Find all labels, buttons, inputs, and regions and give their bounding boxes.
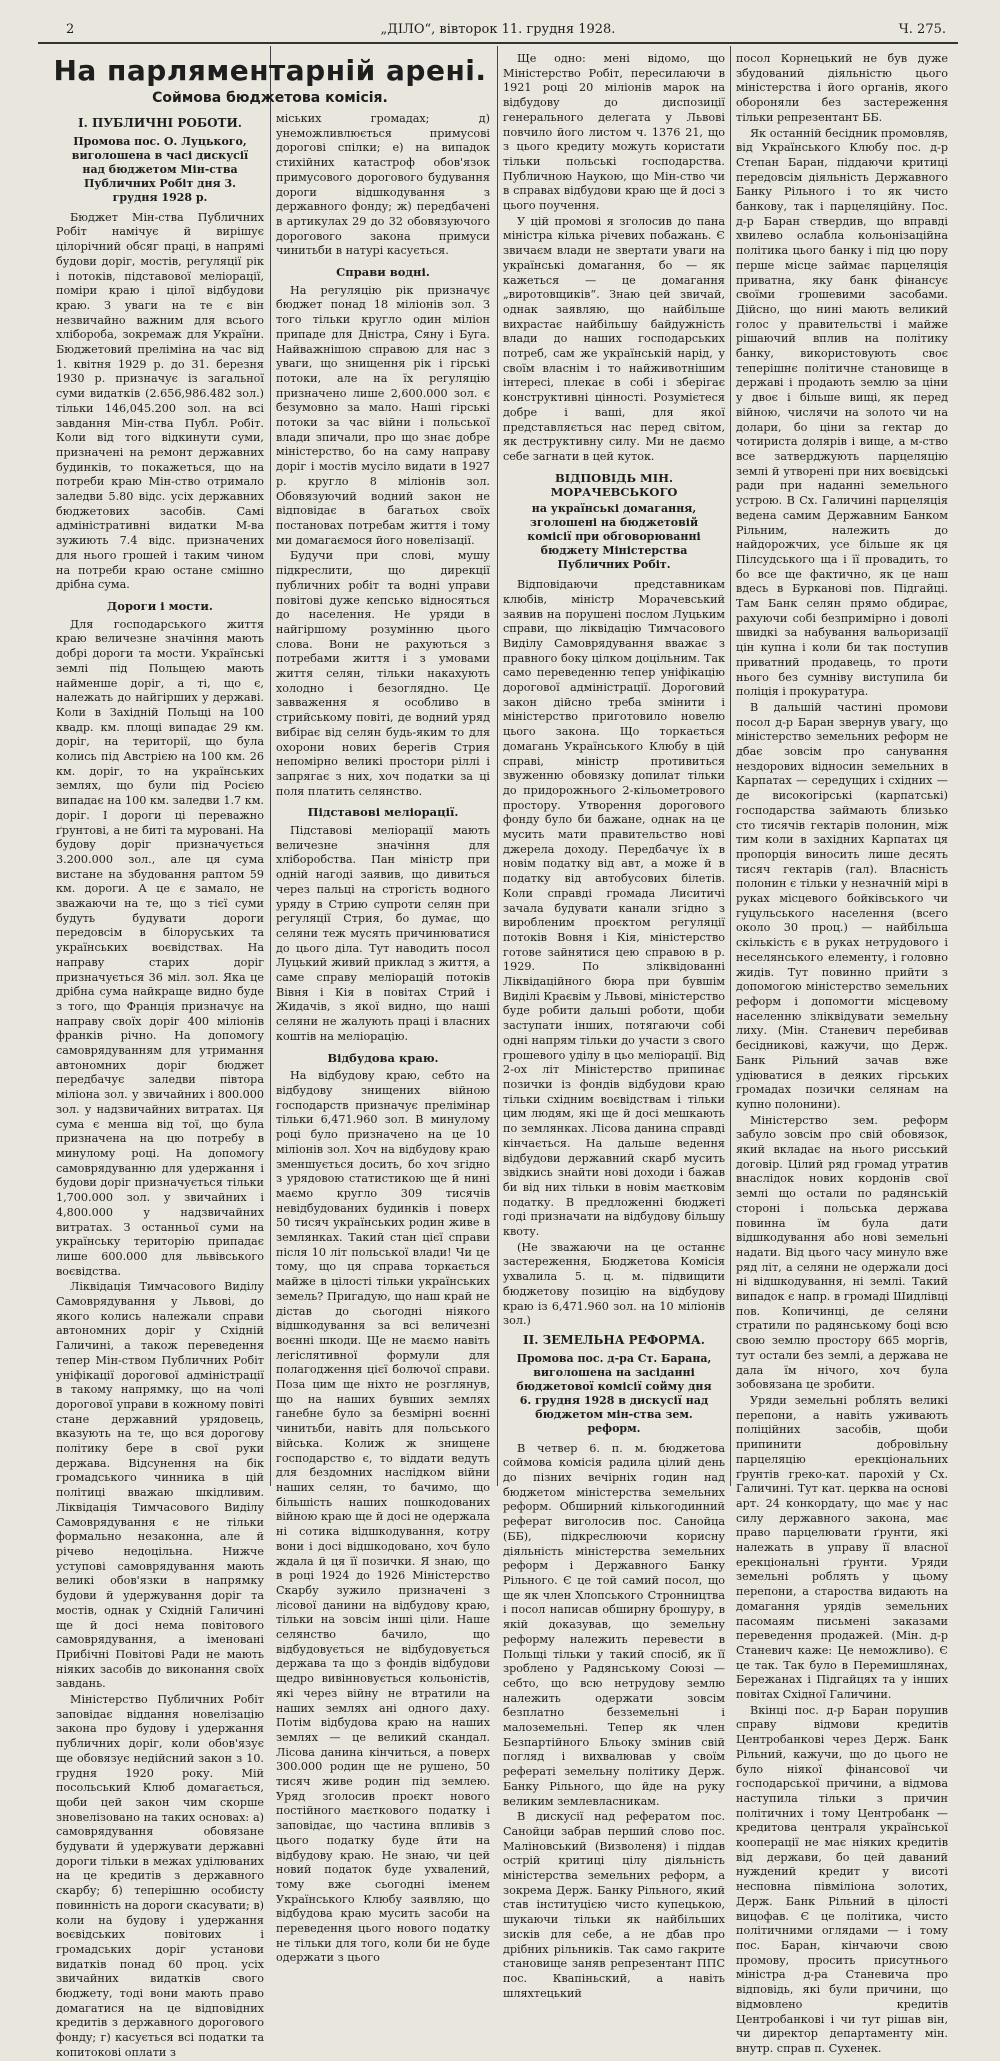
- paragraph: У цій промові я зголосив до пана міністра кілька річевих побажань. Є звичаєм влади не звертати уваги на українські домагання, бо — як кажеться — це домагання „виротовщиків“. Знаю цей звичай, однак заявляю, що найбільше вихрастає найбільшу байдужність влади до наших господарських потреб, сам же українській нарід, у своїм власнім і то найживотнішим інтересі, плекає в собі і зберігає конструктивні цінності. Розумієтеся добре і ваші, для якої представляється нас перед світом, як деструктивну силу. Ми не даємо себе загнати в цей куток.: [503, 214, 725, 463]
- page-number: 2: [66, 22, 75, 37]
- paragraph: Вкінці пос. д-р Баран порушив справу відмови кредитів Центробанкові через Держ. Банк Рільний, кажучи, що до цього не було ніякої фінансової чи господарської причини, а відмова наступила тільки з причин політичних і тому Центробанк — кредитова централя української кооперації не має ніяких кредитів від держави, бо цей даваний нуждений кредит у висоті несповна півміліона золотих, Держ. Банк Рільний в цілості вицофав. Є це політика, чисто політичними оглядами — і тому пос. Баран, кінчаючи свою промову, просить присутнього міністра д-ра Станевича про відповідь, які були причини, що відмовлено кредитів Центробанкові і чи тут рішав він, чи директор департаменту мін. внутр. справ п. Сухенек.: [736, 1703, 948, 2055]
- paragraph: На відбудову краю, себто на відбудову знищених війною господарств призначує прелімінар тільки 6,471.960 зол. В минулому році було призначено на це 10 міліонів зол. Хоч на відбудову краю зменшується досить, бо хоч згідно з урядовою статистикою ще й нині маємо кругло 309 тисячів невідбудованих будинків і поверх 50 тисяч українських родин живе в землянках. Такий стан цієї справи після 10 літ польської влади! Чи це тому, що ця справа торкається майже в цілості тільки українських земель? Пригадую, що наш край не дістав до сьогодні ніякого відшкодування за всі величезні воєнні шкоди. Ще не маємо навіть легіслятивної формули для полагодження цієї болючої справи. Поза цим ще ніхто не розглянув, що на наших бувших землях ганебне було за безмірні воєнні чинитьби, навіть для польського війська. Колиж ж знищене господарство є, то віддати ведуть для бездомних наслідком війни наших селян, то бачимо, що більшість наших пошкодованих війною краю ще й досі не одержала ні сотика відшкодування, котру вони і досі відшкодовано, хоч було ждала й ця її позички. Я знаю, що в році 1924 до 1926 Міністерство Скарбу зужило призначені з лісової данини на відбудову краю, тільки на зовсім інші ціли. Наше селянство бачило, що відбудовується не відбудовується держава та що з фондів відбудови щедро вивінновується кольоністів, які через війну не втратили на наших землях ані одного даху. Потім відбудова краю на наших землях — це великий скандал. Лісова данина кінчиться, а поверх 300.000 родин ще не рушено, 50 тисяч живе родин під землею. Уряд зголосив проєкт нового постійного маєткового податку і заповідає, що частина впливів з цього податку буде йти на відбудову краю. Не знаю, чи цей новий податок буде ухвалений, тому вже сьогодні іменем Українського Клюбу заявляю, що відбудова краю мусить засоби на переведення цього нового податку не тільки для того, коли би не буде одержати з цього: [276, 1069, 490, 1965]
- paragraph: посол Корнецький не був дуже збудований діяльністю цього міністерства і його органів, якого обороняли без застереження тільки репрезентант ББ.: [736, 52, 948, 124]
- column-4: [736, 52, 948, 2055]
- paragraph: Ще одно: мені відомо, що Міністерство Робіт, пересилаючи в 1921 році 20 міліонів марок на відбудову до диспозиції генерального делегата у Львові повчило його листом ч. 1376 21, що з цього кредиту можуть користати тільки польські господарства. Публичною Наукою, що Мін-ство чи в справах відбудови краю ще й досі з цього поучення.: [503, 52, 725, 213]
- subheading: Дороги і мости.: [107, 598, 213, 613]
- column-divider: [730, 46, 731, 1486]
- subheading: Відбудова краю.: [327, 1050, 439, 1065]
- paragraph: Ліквідація Тимчасового Виділу Самоврядування у Львові, до якого колись належали справи автономних доріг у Східній Галичині, а також переведення тепер Мін-ством Публичних Робіт уніфікації дорогової адміністрації в такому напрямку, що на чолі дорогової управи в кожному повіті стане державний урядовець, вказують на те, що вся дорогову політику бере в свої руки держава. Відсунення на бік громадського чинника в цій політиці вважаю шкідливим. Ліквідація Тимчасового Виділу Самоврядування є не тільки формально незаконна, але й річево недоцільна. Нижче уступові самоврядування мають великі обов'язки в напрямку будови й удержування доріг та мостів, однак у Східній Галичині ще й досі нема повітового самоврядування, а іменовані Прибічні Повітові Ради не мають ніяких засобів до виконання своїх завдань.: [56, 1280, 264, 1691]
- article-subtitle: Соймова бюджетова комісія.: [152, 90, 388, 106]
- paragraph: Уряди земельні роблять великі перепони, а навіть уживають поліційних засобів, щоби припинити добровільну парцеляцію ерекціональних ґрунтів греко-кат. парохій у Сх. Галичині. Тут кат. церква на основі арт. 24 конкордату, що має у нас силу державного закона, має право парцелювати ґрунти, які належать в управу її власної ерекціональні ґрунти. Уряди земельні роблять у цьому перепони, а староства видають на домагання урядів земельних пасомаям письмені заказами переведення продажей. (Мін. д-р Станевич каже: Це неможливо). Є це так. Так було в Перемишлянах, Бережанах і Підгайцях та у інших повітах Східної Галичини.: [736, 1393, 948, 1702]
- column-divider: [270, 46, 271, 1486]
- subheading: Підставові меліорації.: [307, 805, 459, 820]
- paragraph: Міністерство зем. реформ забуло зовсім про свій обовязок, який вкладає на нього рисський договір. Цілий ряд громад утратив внаслідок нових кордонів свої землі що остали по радянській стороні і польська держава повинна їм була дати відшкодування або нові земельні надати. Від цього часу минуло вже ряд літ, а селяни не одержали досі ні відшкодування, ні землі. Такий випадок є напр. в громаді Шидлівці пов. Копичинці, де селяни стратили по радянському боці всю свою землю простору 665 моргів, тут остали без землі, а держава не дала їм нічого, хоч була зобовязана це зробити.: [736, 1113, 948, 1392]
- paragraph: Відповідаючи представникам клюбів, міністр Морачевський заявив на порушені послом Луцьким справи, що ліквідацію Тимчасового Виділу Самоврядування вважає з правного боку цілком доцільним. Так само переведенню тепер уніфікацію дорогової адміністрації. Дороговий закон дійсно треба змінити і міністерство приготовило новелю цього закона. Що торкається домагань Українського Клюбу в цій справі, міністр противиться звуженню обовязку допилат тільки до придорожнього 2-кільометрового простору. Утворення дорогового фонду було би бажане, однак на це мусить мати правительство нові джерела доходу. Передбачує їх в новім податку від авт, а може й в податку від автобусових білетів. Коли справді громада Лиситичі зачала будувати канали згідно з виробленим проєктом регуляції потоків Вовня і Кія, міністерство готове зайнятися цею справою в р. 1929. По зліквідованні Ліквідаційного бюра при бувшім Виділі Краєвім у Львові, міністерство буде робити дальші роботи, щоби заступати інших, потягаючи собі одні напрям тільки до участи з свого грошевого уділу в цьо меліорації. Від 2-ох літ Міністерство припинає позички із фондів відбудови краю тільки східним воєвідствам і тільки цим людям, які ще й досі мешкають по землянках. Лісова данина справді кінчається. На дальше ведення відбудови державний скарб мусить звідкись знайти нові доходи і бажав би від них тільки в новім маєтковім податку. В предложенні бюджеті годі призначати на відбудову більшу квоту.: [503, 578, 725, 1239]
- speech-heading: на українські домагання, зголошені на бюджетовій комісії при обговорюванні бюджету Міністерства Публичних Робіт.: [527, 502, 701, 572]
- subheading: ВІДПОВІДЬ МІН. МОРАЧЕВСЬКОГО: [550, 470, 678, 500]
- issue-number: Ч. 275.: [898, 22, 946, 37]
- paragraph: На регуляцію рік призначує бюджет понад 18 міліонів зол. З того тільки кругло один міліон припаде для Дністра, Сяну і Буга. Найважнішою справою для нас з уваги, що знищення рік і гірські потоки, але на їх регуляцію призначено лише 2,600.000 зол. є безумовно за мало. Наші гірські потоки за час війни і польської влади зпичали, про що знає добре міністерство, бо на саму направу доріг і мостів мусіло видати в 1927 р. кругло 8 міліонів зол. Обовязуючий водний закон не відповідає в багатьох своїх постановах потребам життя і тому ми домагаємося його новелізації.: [276, 283, 490, 547]
- paragraph: (Не зважаючи на це останнє застереження, Бюджетова Комісія ухвалила 5. ц. м. підвищити бюджетову позицію на відбудову краю із 6,471.960 зол. на 10 міліонів зол.): [503, 1240, 725, 1328]
- speech-heading: Промова пос. О. Луцького, виголошена в часі дискусії над бюджетом Мін-ства Публичних Робіт дня 3. грудня 1928 р.: [71, 134, 249, 204]
- article-masthead: [50, 52, 490, 112]
- paragraph: Міністерство Публичних Робіт заповідає віддання новелізацію закона про будову і удержання публичних доріг, коли обов'язує ще обовязує недійсний закон з 10. грудня 1920 року. Мій посольський Клюб домагається, щоби цей закон чим скорше зновелізовано на таких основах: а) самоврядування обовязане будувати й удержувати державні дороги тільки в межах уділюваних на це кредитів з державного скарбу; б) теперішню особисту повинність на дороги скасувати; в) коли на будову і удержання воєвідських повітових і громадських доріг установи видатків понад 60 проц. усіх звичайних видатків свого бюджету, тоді вони мають право домагатися на це відповідних кредитів з державного дорогового фонду; г) касується всі податки та копитокові оплати з: [56, 1693, 264, 2059]
- paragraph: Для господарського життя краю величезне значіння мають добрі дороги та мости. Українські землі під Польщею мають найменше доріг, а ті, що є, належать до найгірших у державі. Коли в Західній Польщі на 100 квадр. км. площі випадає 29 км. доріг, на території, що була колись під Австрією на 100 км. 26 км. доріг, то на українських землях, що були під Росією випадає на 100 км. заледви 1.7 км. доріг. І дороги ці переважно ґрунтові, а не биті та муровані. На будову доріг призначується 3.200.000 зол., але ця сума вистане на збудовання раптом 59 км. дороги. А це є замало, не зважаючи на те, що з тієї суми будуть будувати дороги передовсім в білоруських та українських воєвідствах. На направу старих доріг призначується 36 міл. зол. Яка це дрібна сума найкраще видно буде з того, що Франція призначує на направу своїх доріг 400 міліонів франків річно. На допомогу самоврядуванням для утримання автономних доріг бюджет передбачує заледви півтора міліона зол. у звичайних і 800.000 зол. у надзвичайних витратах. Ця сума є менша від тої, що була призначена на цю потребу в минулому році. На допомогу самоврядуванню для удержання і будови доріг призначується тільки 1,700.000 зол. у звичайних і 4,800.000 у надзвичайних витратах. З останньої суми на українську територію припадає лише 600.000 для львівського воєвідства.: [56, 617, 264, 1278]
- paragraph: Підставові меліорації мають величезне значіння для хліборобства. Пан міністр при одній нагоді заявив, що дивиться через пальці на строгість водного уряду в Стрию супроти селян при регуляції Стрия, бо думає, що селяни теж мусять причинюватися до цього діла. Тут наводить посол Луцький живий приклад з життя, а саме справу меліорацій потоків Вівня і Кія в повітах Стрий і Жидачів, з якої видно, що наші селяни не жалують праці і власних коштів на меліорацію.: [276, 824, 490, 1043]
- paragraph: В дальшій частині промови посол д-р Баран звернув увагу, що міністерство земельних реформ не дбає зовсім про санування нездорових відносин земельних в Карпатах — середущих і східних — де високогірські (карпатські) господарства займають близько сто тисячів гектарів полонин, між тим коли в західних Карпатах ця пропорція виносить лише десять тисяч гектарів (гал). Власність полонин є тільки у незначній мірі в руках місцевого бойківського чи гуцульського населення (всего около 30 проц.) — найбільша скількість є в руках нетрудового і неселянського елементу, і головно жидів. Тут повинно прийти з допомогою міністерство земельних реформ і допомогти місцевому населенню зліквідувати земельну лиху. (Мін. Станевич перебивав бесідникові, кажучи, що Держ. Банк Рільний зачав вже удіюватися в деяких гірських громадах позички селянам на купно полонини).: [736, 700, 948, 1111]
- paragraph: В четвер 6. п. м. бюджетова соймова комісія радила цілий день до пізних вечірніх годин над бюджетом міністерства земельних реформ. Обширний кількогодинний реферат виголосив пос. Санойца (ББ), підкреслюючи корисну діяльність міністерства земельних реформ і Державного Банку Рільного. Є це той самий посол, що ще як член Хлопського Стронництва і посол написав обширну брошуру, в якій доказував, що земельну реформу належить перевести в Польщі тільки у такий спосіб, як її зроблено у Радянському Союзі — себто, що всю нетрудову землю належить одержати зовсім безплатно безземельні і малоземельні. Тепер як член Безпартійного Бльоку змінив свій погляд і вихвалював у своїм рефераті земельну політику Держ. Банку Рільного, що йде на руку великим землевласникам.: [503, 1441, 725, 1808]
- header-rule: [38, 42, 958, 44]
- section-heading: ІІ. ЗЕМЕЛЬНА РЕФОРМА.: [523, 1332, 705, 1347]
- page-header: [38, 22, 958, 42]
- paragraph: В дискусії над рефератом пос. Санойци забрав перший слово пос. Маліновський (Визволеня) і піддав острій критиці цілу діяльність міністерства земельних реформ, а зокрема Держ. Банку Рільного, який став інституцією чисто купецькою, шукаючи тільки як найбільших зисків для себе, а не дбав про дрібних рільників. Так само гакрите становище заняв репрезентант ППС пос. Квапіньский, а навіть шляхтецький: [503, 1810, 725, 2000]
- speech-heading: Промова пос. д-ра Ст. Барана, виголошена на засіданні бюджетової комісії сойму дня 6. грудня 1928 в дискусії над бюджетом мін-ства зем. реформ.: [516, 1351, 712, 1435]
- paragraph: Як останній бесідник промовляв, від Українського Клюбу пос. д-р Степан Баран, піддаючи критиці передовсім діяльність Державного Банку Рільного і то як чисто банкову, так і парцеляційну. Пос. д-р Баран ствердив, що вправді хвилево ослабла кольонізаційна політика цього банку і під цю пору перше місце займає парцеляція приватна, яку банк фінансує своїми грошевими засобами. Дійсно, що нині мають великий голос у правительстві і майже рішаючий вплив на політику банку, використовують своє теперішнє політичне становище в державі і продають землю за ціни у двоє і більше вищі, як перед війною, числячи на золото чи на долари, бо ціни за гектар до чотириста долярів і вище, а м-ство все затверджують парцеляцію землі й утворені при них воєвідські ради при наданні земельного устрою. В Сх. Галичині парцеляція ведена самим Державним Банком Рільним, належить до найдорожчих, усе більше як ця Пілсудського ща і її провадить, то бо все ще фактично, як це наш вдесь в Бурканові пов. Підгайці. Там Банк селян прямо обдирає, рахуючи собі безпримірно і доволі швидкі за набування вальоризації цін купна і коли би так поступив приватний продавець, то проти нього без сумніву виступила би поліція і прокуратура.: [736, 126, 948, 699]
- column-divider: [497, 46, 498, 1486]
- column-1: [56, 112, 264, 2059]
- dateline: „ДІЛО“, вівторок 11. грудня 1928.: [380, 22, 616, 37]
- paragraph: Будучи при слові, мушу підкреслити, що дирекції публичних робіт та водні управи повітові дуже кепсько відносяться до населення. Не уряди в найгіршому розумінню цього слова. Вони не рахуються з потребами життя і з умовами життя селян, тільки накахують холодно і безоглядно. Це завваження я особливо в стрийському повіті, де водний уряд вибірає від селян будь-яким то для охорони нових берегів Стрия непомірно великі простори ріллі і запрягає з них, хоч податки за ці поля платить селянство.: [276, 549, 490, 798]
- article-title: На парляментарній арені.: [53, 54, 487, 87]
- paragraph: Бюджет Мін-ства Публичних Робіт намічує й вирішує цілорічний обсяг праці, в напрямі будови доріг, мостів, регуляції рік і потоків, підставової меліорації, поміри краю і цілої відбудови краю. З уваги на те є він незвичайно важним для всього хлібороба, зокремаж для України. Бюджетовий преліміна на час від 1. квітня 1929 р. до 31. березня 1930 р. призначує із загальної суми видатків (2.656,986.482 зол.) тільки 146,045.200 зол. на всі завдання Мін-ства Публ. Робіт. Коли від того відкинути суми, призначені на ремонт державних будинків, то покажеться, що на потреби краю Мін-ство отримало заледви 5.80 відс. усіх державних бюджетових засобів. Самі адміністративні видатки М-ва зужиють 7.4 відс. призначених для нього грошей і таким чином на потреби краю остане смішно дрібна сума.: [56, 210, 264, 592]
- subheading: Справи водні.: [336, 265, 430, 280]
- section-heading: І. ПУБЛИЧНІ РОБОТИ.: [78, 116, 242, 130]
- column-3: [503, 52, 725, 2000]
- paragraph: міських громадах; д) унеможливлюється примусові дорогові спілки; е) на випадок стихійних катастроф обов'язок примусового дорогового будування дороги відшкодування з державного фонду; ж) передбачені в артикулах 29 до 32 обовязуючого дорогового закона примуси чинитьби в натурі касується.: [276, 112, 490, 258]
- column-2: [276, 112, 490, 1965]
